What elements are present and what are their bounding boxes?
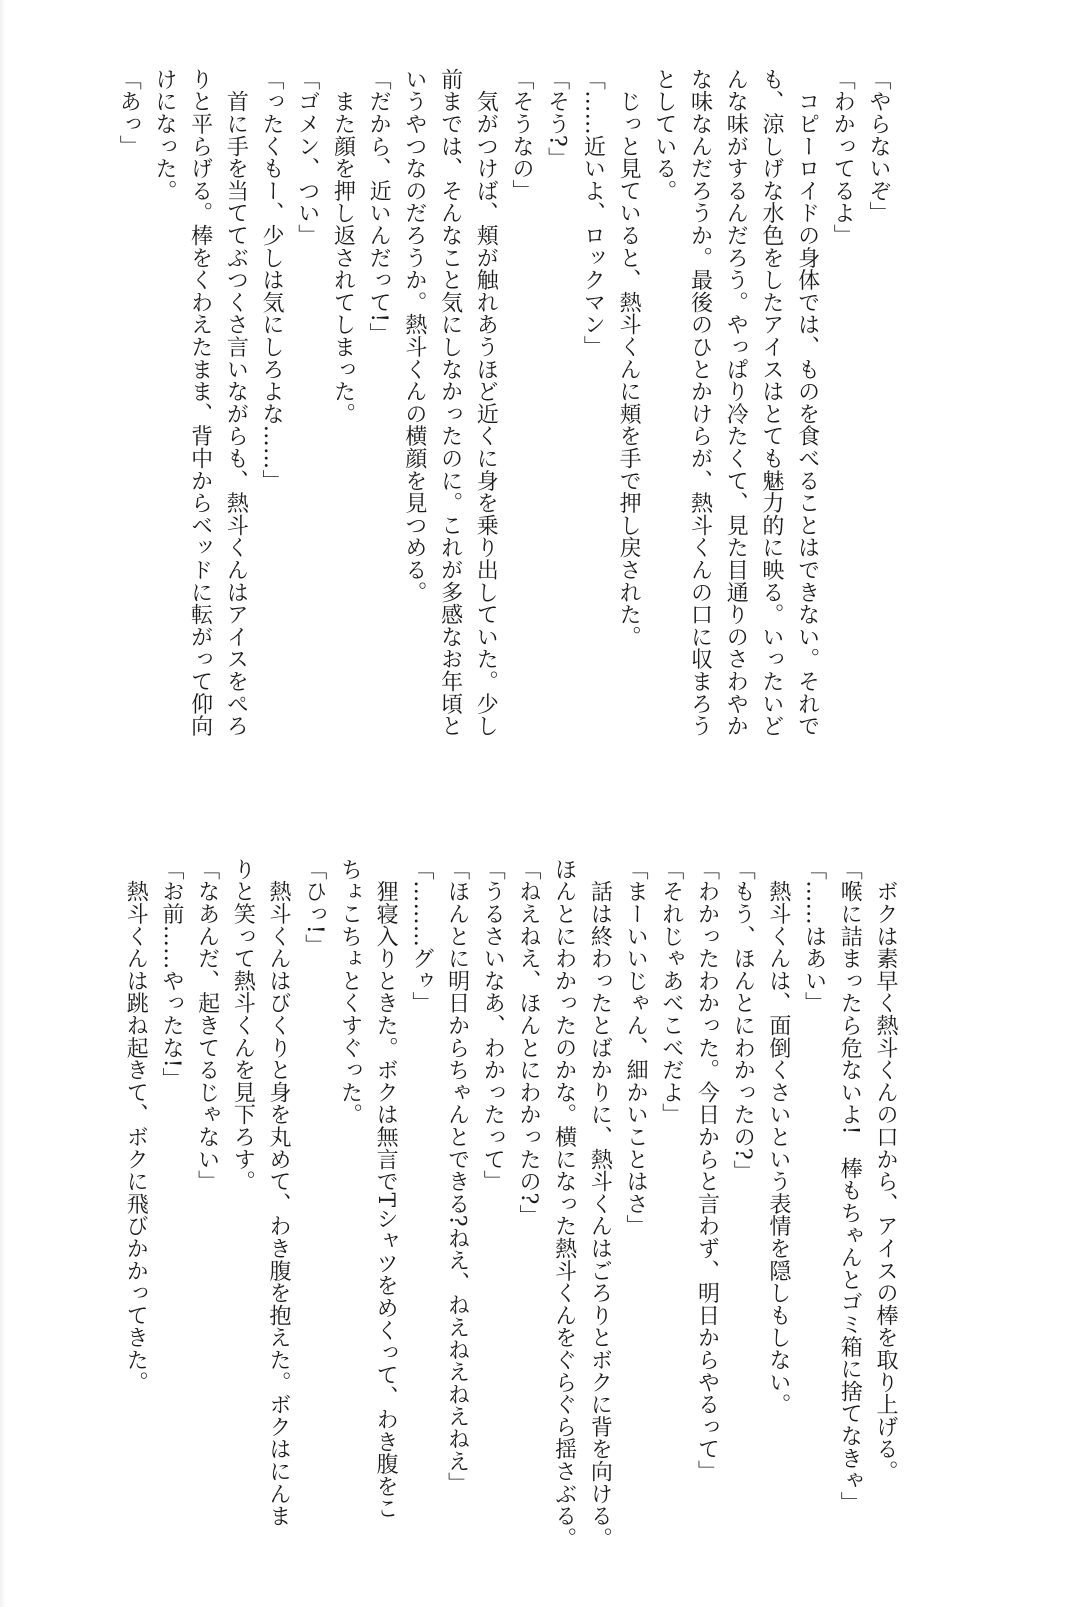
text-line: また顔を押し返されてしまった。 <box>330 68 356 425</box>
text-line: ボクは素早く熱斗くんの口から、アイスの棒を取り上げる。 <box>873 858 898 1483</box>
text-line: 前までは、そんなこと気にしなかったのに。これが多感なお年頃と <box>437 68 463 737</box>
text-line: ちょこちょとくすぐった。 <box>337 858 363 1126</box>
text-line: 「………グゥ」 <box>408 858 434 1015</box>
text-line: 「わかったわかった。今日からと言わず、明日からやるって」 <box>694 858 720 1483</box>
text-line: 「もう、ほんとにわかったの?」 <box>730 858 756 1183</box>
text-line: 「ほんとに明日からちゃんとできる?ねえ、ねえねえねえねえ」 <box>444 858 470 1495</box>
text-line: 話は終わったとばかりに、熱斗くんはごろりとボクに背を向ける。 <box>587 858 613 1550</box>
text-line: も、涼しげな水色をしたアイスはとても魅力的に映る。いったいど <box>758 68 784 737</box>
text-line: 「……はあい」 <box>801 858 827 1015</box>
text-line: 首に手を当ててぶつくさ言いながらも、熱斗くんはアイスをぺろ <box>223 68 249 737</box>
text-block-bottom <box>118 858 903 1548</box>
text-line: 「ねえねえ、ほんとにわかったの?」 <box>515 858 541 1227</box>
text-line: んな味がするんだろう。やっぱり冷たくて、見た目通りのさわやか <box>723 68 749 737</box>
text-line: 気がつけば、頬が触れあうほど近くに身を乗り出していた。少し <box>473 68 499 737</box>
page-gutter <box>0 0 6 1607</box>
text-line: な味なんだろうか。最後のひとかけらが、熱斗くんの口に収まろう <box>687 68 713 737</box>
text-line: 「ひっ!」 <box>301 858 327 957</box>
text-line: 狸寝入りときた。ボクは無言でTシャツをめくって、わき腹をこ <box>373 858 399 1520</box>
text-line: 熱斗くんは跳ね起きて、ボクに飛びかかってきた。 <box>123 858 149 1394</box>
text-line: りと笑って熱斗くんを見下ろす。 <box>230 858 256 1193</box>
text-line: 熱斗くんはびくりと身を丸めて、わき腹を抱えた。ボクはにんま <box>266 858 292 1527</box>
text-line: 「それじゃあべこべだよ」 <box>658 858 684 1126</box>
text-line: コピーロイドの身体では、ものを食べることはできない。それで <box>794 68 820 737</box>
text-line: 「まーいいじゃん、細かいことはさ」 <box>623 858 649 1238</box>
text-line: 「ゴメン、つい」 <box>294 68 320 247</box>
text-line: ほんとにわかったのかな。横になった熱斗くんをぐらぐら揺さぶる。 <box>551 858 577 1550</box>
text-line: いうやつなのだろうか。熱斗くんの横顔を見つめる。 <box>401 68 427 604</box>
text-line: 「そう?」 <box>544 68 570 170</box>
text-line: 「あっ」 <box>116 68 142 158</box>
text-line: 「喉に詰まったら危ないよ! 棒もちゃんとゴミ箱に捨てなきゃ」 <box>837 858 863 1514</box>
text-block-top <box>111 68 896 758</box>
text-line: としている。 <box>651 68 677 202</box>
text-line: 「お前……やったな!」 <box>158 858 184 1091</box>
text-line: 「わかってるよ」 <box>830 68 856 247</box>
text-line: 「やらないぞ」 <box>866 68 891 225</box>
text-line: 「なあんだ、起きてるじゃない」 <box>194 858 220 1193</box>
text-line: 「だから、近いんだって!」 <box>366 68 392 345</box>
text-line: じっと見ていると、熱斗くんに頬を手で押し戻された。 <box>616 68 642 648</box>
text-line: けになった。 <box>151 68 177 202</box>
text-line: りと平らげる。棒をくわえたまま、背中からベッドに転がって仰向 <box>187 68 213 737</box>
text-line: 「……近いよ、ロックマン」 <box>580 68 606 358</box>
text-line: 「ったくもー、少しは気にしろよな……」 <box>259 68 285 492</box>
text-line: 「うるさいなあ、わかったって」 <box>480 858 506 1193</box>
text-line: 「そうなの」 <box>508 68 534 202</box>
text-line: 熱斗くんは、面倒くさいという表情を隠しもしない。 <box>765 858 791 1416</box>
